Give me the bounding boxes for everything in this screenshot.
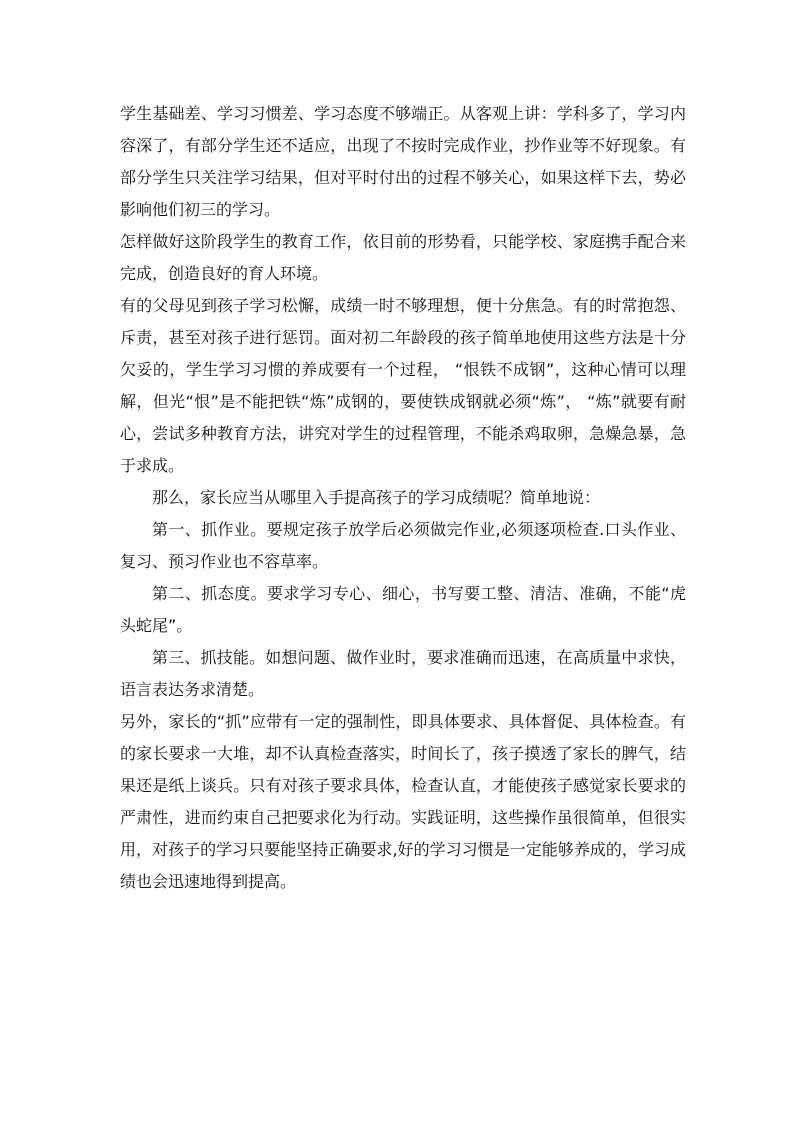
paragraph-first-homework: 第一、抓作业。要规定孩子放学后必须做完作业,必须逐项检查.口头作业、复习、预习作业也不容草率。	[120, 520, 686, 571]
paragraph-third-skills: 第三、抓技能。如想问题、做作业时，要求准确而迅速，在高质量中求快，语言表达务求清楚。	[120, 648, 686, 699]
paragraph-how-to-educate: 怎样做好这阶段学生的教育工作，依目前的形势看，只能学校、家庭携手配合来完成，创造良好的育人环境。	[120, 232, 686, 283]
paragraph-where-to-start: 那么，家长应当从哪里入手提高孩子的学习成绩呢？简单地说：	[152, 488, 601, 507]
paragraph-additionally: 另外，家长的“抓”应带有一定的强制性，即具体要求、具体督促、具体检查。有的家长要求一大堆，却不认真检查落实，时间长了，孩子摸透了家长的脾气，结果还是纸上谈兵。只有对孩子要求具体，检查认直，才能使孩子感觉家长要求的严肃性，进而约束自己把要求化为行动。实践证明，这些操作虽很简单，但很实用，对孩子的学习只要能坚持正确要求,好的学习习惯是一定能够养成的，学习成绩也会迅速地得到提高。	[120, 712, 686, 891]
paragraph-students-foundation: 学生基础差、学习习惯差、学习态度不够端正。从客观上讲：学科多了，学习内容深了，有部分学生还不适应，出现了不按时完成作业，抄作业等不好现象。有部分学生只关注学习结果，但对平时付出的过程不够关心，如果这样下去，势必影响他们初三的学习。	[120, 104, 686, 219]
document-page	[120, 98, 686, 898]
paragraph-parents-anxiety: 有的父母见到孩子学习松懈，成绩一时不够理想，便十分焦急。有的时常抱怨、斥责，甚至对孩子进行惩罚。面对初二年龄段的孩子简单地使用这些方法是十分欠妥的，学生学习习惯的养成要有一个过程， “恨铁不成钢”，这种心情可以理解，但光“恨”是不能把铁“炼”成钢的，要使铁成钢就必须“炼”， “炼”就要有耐心，尝试多种教育方法，讲究对学生的过程管理，不能杀鸡取卵，急燥急暴，急于求成。	[120, 296, 686, 475]
paragraph-second-attitude: 第二、抓态度。要求学习专心、细心，书写要工整、清洁、准确，不能“虎头蛇尾”。	[120, 584, 686, 635]
